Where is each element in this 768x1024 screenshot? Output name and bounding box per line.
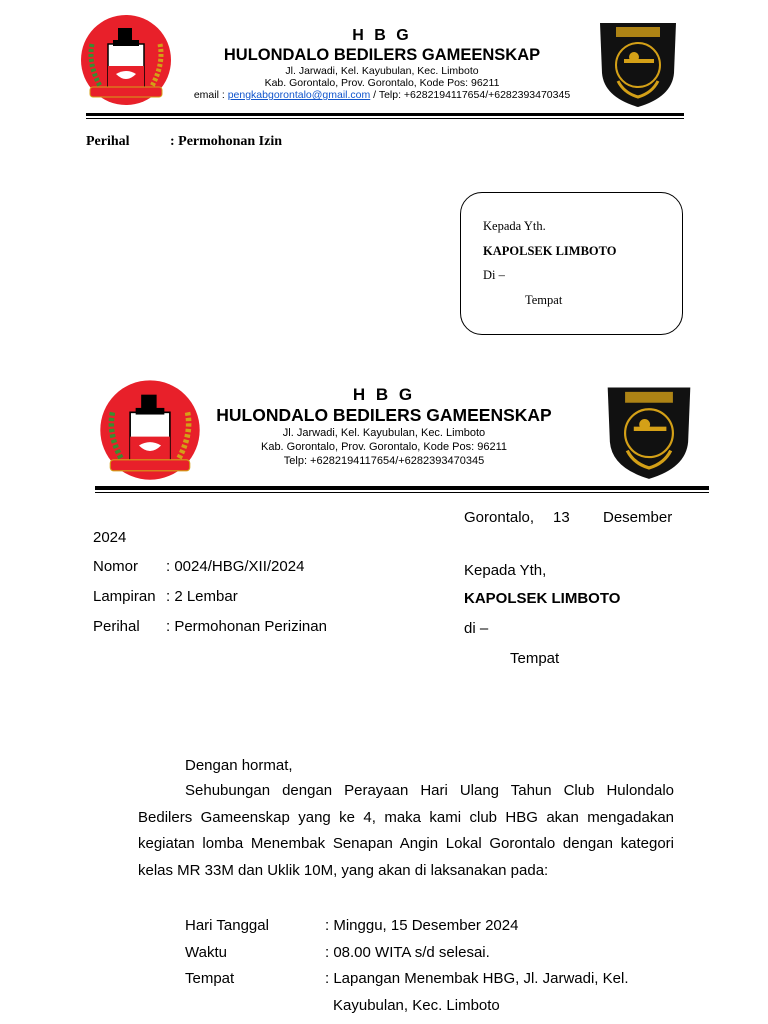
addressee2-recipient: KAPOLSEK LIMBOTO — [464, 590, 621, 607]
meta-label-perihal: Perihal — [93, 618, 140, 635]
org-short-name: H B G — [352, 27, 412, 44]
hbg-badge-logo-right-2 — [601, 381, 697, 481]
org-short-name-2: H B G — [352, 385, 416, 404]
email-link[interactable]: pengkabgorontalo@gmail.com — [227, 89, 371, 101]
perbakin-logo-left-2 — [97, 378, 203, 482]
org-address-line1: Jl. Jarwadi, Kel. Kayubulan, Kec. Limboto — [285, 65, 479, 77]
phone-text: / Telp: +6282194117654/+6282393470345 — [370, 89, 571, 101]
addressee-recipient: KAPOLSEK LIMBOTO — [483, 244, 617, 258]
meta-label-lampiran: Lampiran — [93, 588, 156, 605]
meta-value-lampiran: : 2 Lembar — [166, 588, 238, 605]
meta-label-nomor: Nomor — [93, 558, 139, 575]
detail-value-time: : 08.00 WITA s/d selesai. — [325, 944, 490, 961]
date-city: Gorontalo, — [464, 509, 535, 526]
addressee2-greeting: Kepada Yth, — [464, 562, 547, 579]
email-label: email : — [193, 89, 228, 101]
addressee-box — [460, 192, 683, 335]
org-contact-line — [190, 89, 574, 101]
org-full-name: HULONDALO BEDILERS GAMEENSKAP — [223, 46, 541, 64]
detail-label-time: Waktu — [185, 944, 227, 961]
meta-value-nomor: : 0024/HBG/XII/2024 — [166, 558, 305, 575]
date-day: 13 — [553, 509, 570, 526]
org-address-line2-2: Kab. Gorontalo, Prov. Gorontalo, Kode Pos: 96211 — [260, 441, 508, 453]
body-paragraph: Sehubungan dengan Perayaan Hari Ulang Tahun Club Hulondalo Bedilers Gameenskap yang ke 4, maka kami club HBG akan mengadakan kegiatan lomba Menembak Senapan Angin Lokal Gorontalo dengan kategori kelas MR 33M dan Uklik 10M, yang akan di laksanakan pada: — [138, 782, 674, 879]
perbakin-logo-left — [78, 14, 174, 106]
addressee2-place: Tempat — [510, 650, 560, 667]
letterhead-rule-thick-2 — [95, 486, 709, 490]
org-phone-2: Telp: +6282194117654/+6282393470345 — [283, 455, 485, 467]
meta-value-perihal: : Permohonan Perizinan — [166, 618, 327, 635]
date-month: Desember — [603, 509, 673, 526]
org-address-line1-2: Jl. Jarwadi, Kel. Kayubulan, Kec. Limboto — [282, 427, 486, 439]
letterhead-rule-thin-2 — [95, 492, 709, 493]
hbg-badge-logo-right — [594, 17, 682, 109]
org-address-line2: Kab. Gorontalo, Prov. Gorontalo, Kode Pos: 96211 — [264, 77, 500, 89]
addressee-greeting: Kepada Yth. — [483, 219, 546, 233]
org-full-name-2: HULONDALO BEDILERS GAMEENSKAP — [216, 405, 552, 425]
addressee-place: Tempat — [525, 293, 563, 307]
salutation: Dengan hormat, — [185, 757, 293, 774]
addressee2-di: di – — [464, 620, 489, 637]
addressee-di: Di – — [483, 268, 505, 282]
date-year: 2024 — [93, 529, 127, 546]
perihal-value: : Permohonan Izin — [170, 134, 282, 149]
detail-value-date: : Minggu, 15 Desember 2024 — [325, 917, 519, 934]
detail-value-place-cont: Kayubulan, Kec. Limboto — [333, 997, 500, 1014]
detail-label-date: Hari Tanggal — [185, 917, 269, 934]
letterhead-rule-thick — [86, 113, 684, 116]
perihal-label: Perihal — [86, 134, 130, 149]
letterhead-rule-thin — [86, 118, 684, 119]
detail-value-place: : Lapangan Menembak HBG, Jl. Jarwadi, Kel. — [325, 970, 629, 987]
detail-label-place: Tempat — [185, 970, 235, 987]
